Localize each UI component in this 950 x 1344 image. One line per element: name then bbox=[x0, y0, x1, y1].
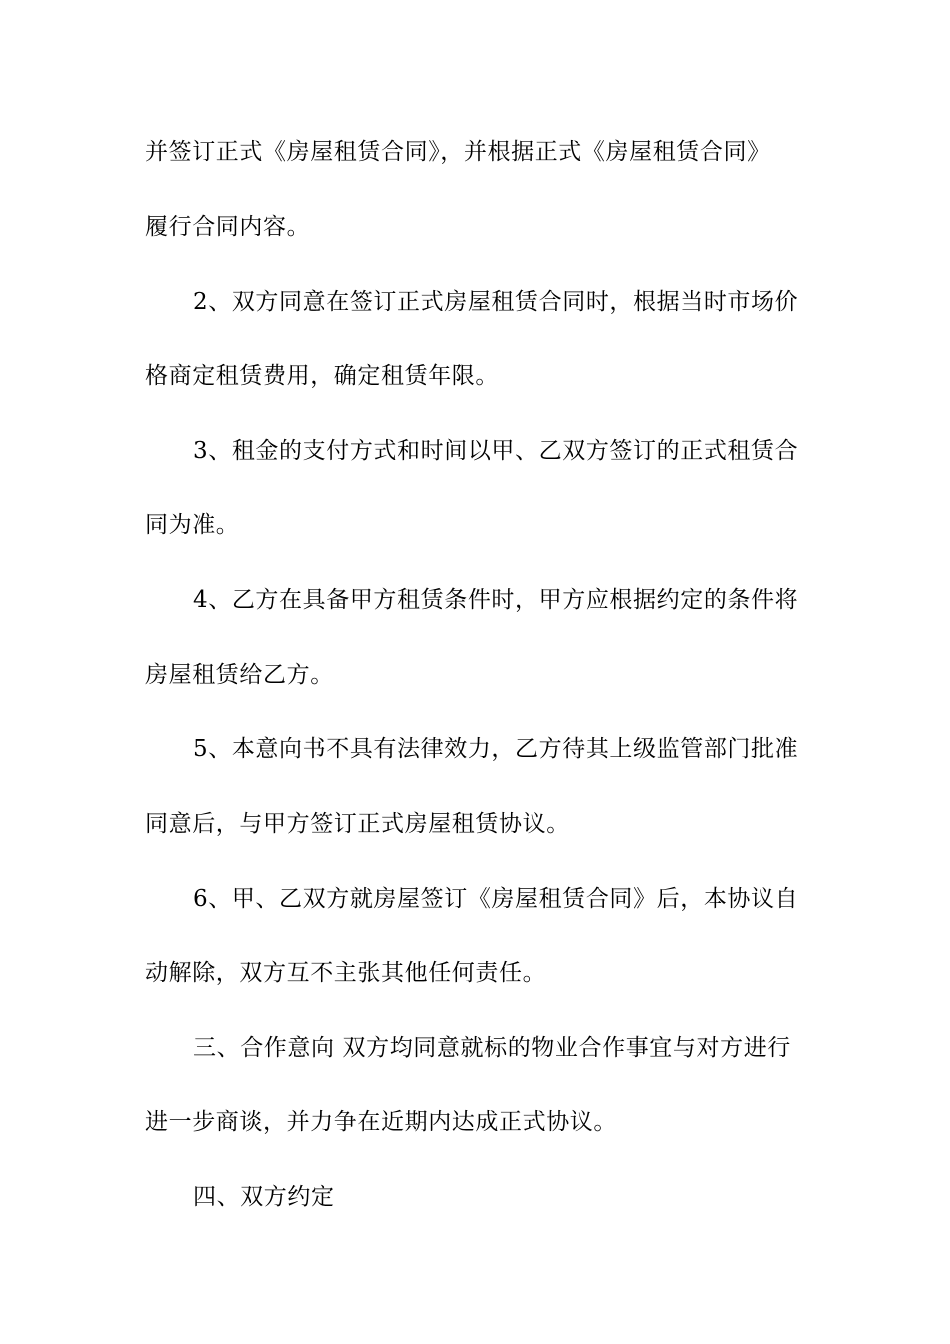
text-line-15: 四、双方约定 bbox=[193, 1184, 335, 1210]
text-line-10: 同意后，与甲方签订正式房屋租赁协议。 bbox=[145, 811, 570, 837]
text-line-3: 2、双方同意在签订正式房屋租赁合同时，根据当时市场价 bbox=[193, 289, 799, 315]
text-line-6: 同为准。 bbox=[145, 512, 240, 538]
text-line-4: 格商定租赁费用，确定租赁年限。 bbox=[145, 363, 499, 389]
text-line-7: 4、乙方在具备甲方租赁条件时，甲方应根据约定的条件将 bbox=[193, 587, 799, 613]
text-line-12: 动解除，双方互不主张其他任何责任。 bbox=[145, 960, 547, 986]
text-line-8: 房屋租赁给乙方。 bbox=[145, 662, 334, 688]
text-line-2: 履行合同内容。 bbox=[145, 214, 311, 240]
text-line-13: 三、合作意向 双方均同意就标的物业合作事宜与对方进行 bbox=[193, 1035, 791, 1061]
text-line-5: 3、租金的支付方式和时间以甲、乙双方签订的正式租赁合 bbox=[193, 438, 799, 464]
text-line-14: 进一步商谈，并力争在近期内达成正式协议。 bbox=[145, 1109, 617, 1135]
text-line-11: 6、甲、乙双方就房屋签订《房屋租赁合同》后，本协议自 bbox=[193, 886, 799, 912]
text-line-9: 5、本意向书不具有法律效力，乙方待其上级监管部门批准 bbox=[193, 736, 799, 762]
text-line-1: 并签订正式《房屋租赁合同》，并根据正式《房屋租赁合同》 bbox=[145, 139, 771, 165]
